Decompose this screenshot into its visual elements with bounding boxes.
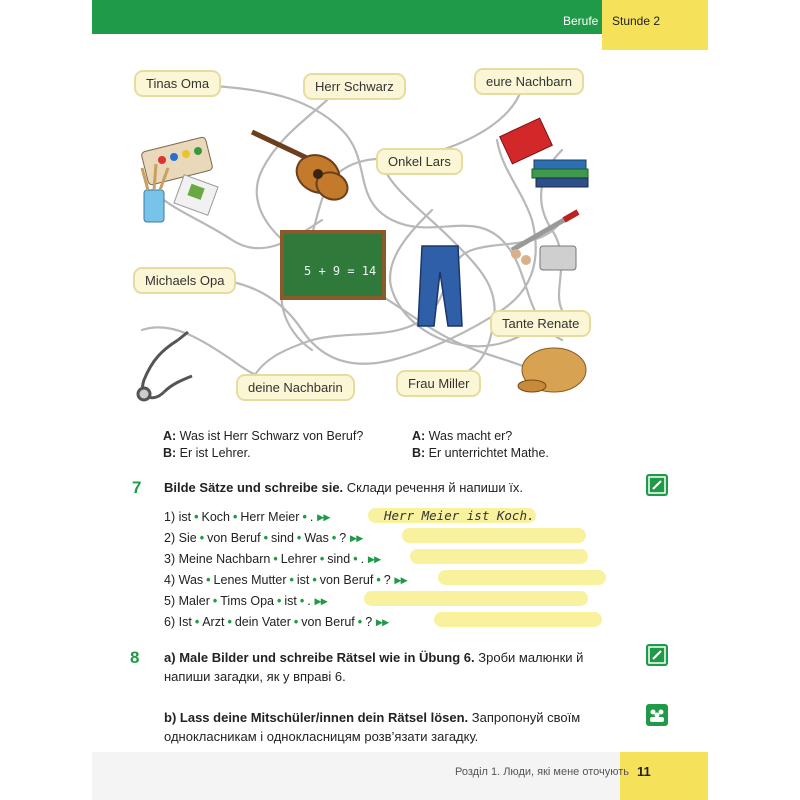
separator-dot: • xyxy=(194,615,200,629)
separator-dot: • xyxy=(199,531,205,545)
instruction-de: Bilde Sätze und schreibe sie. xyxy=(164,480,344,495)
task-word: Maler xyxy=(178,594,210,608)
task-number: 4) xyxy=(164,573,176,587)
separator-dot: • xyxy=(353,552,358,566)
exercise-8-number: 8 xyxy=(130,648,140,667)
task-number: 6) xyxy=(164,615,176,629)
header-bar xyxy=(92,0,602,34)
task-word: ist xyxy=(178,510,192,524)
group-icon xyxy=(646,704,668,726)
label-tinas-oma: Tinas Oma xyxy=(134,70,221,97)
exercise-7-instruction xyxy=(164,478,523,497)
dialog-right xyxy=(412,428,549,462)
speaker: A: xyxy=(163,429,177,443)
task-line xyxy=(164,529,363,547)
label-deine-nachbarin: deine Nachbarin xyxy=(236,374,355,401)
separator-dot: • xyxy=(376,573,381,587)
line: Was macht er? xyxy=(425,429,513,443)
page-number: 11 xyxy=(637,764,651,779)
label-michaels-opa: Michaels Opa xyxy=(133,267,236,294)
speaker: B: xyxy=(163,446,177,460)
task-line xyxy=(164,613,389,631)
line: Er unterrichtet Mathe. xyxy=(425,446,549,460)
separator-dot: • xyxy=(276,594,282,608)
task-number: 2) xyxy=(164,531,176,545)
task-word: Arzt xyxy=(202,615,225,629)
task-word: ? xyxy=(383,573,391,587)
separator-dot: • xyxy=(331,531,337,545)
arrow-icon: ▸▸ xyxy=(350,531,363,545)
task-word: . xyxy=(360,552,365,566)
board-text: 5 + 9 = 14 xyxy=(304,264,377,278)
speaker: A: xyxy=(412,429,426,443)
arrow-icon: ▸▸ xyxy=(376,615,389,629)
label-tante-renate: Tante Renate xyxy=(490,310,591,337)
task-line xyxy=(164,550,381,568)
label-frau-miller: Frau Miller xyxy=(396,370,481,397)
exercise-8b-uk: Запропонуй своїм однокласникам і однокласницям розв’язати загадку. xyxy=(164,710,581,744)
separator-dot: • xyxy=(227,615,232,629)
separator-dot: • xyxy=(357,615,363,629)
task-word: Was xyxy=(304,531,329,545)
guitar-icon xyxy=(252,132,352,205)
separator-dot: • xyxy=(319,552,325,566)
answer-highlight xyxy=(402,528,586,543)
task-word: . xyxy=(307,594,311,608)
task-word: ist xyxy=(284,594,297,608)
jeans-icon xyxy=(418,246,462,326)
topic-label: Berufe xyxy=(563,14,599,28)
exercise-8a-label: a) xyxy=(164,650,176,665)
task-number: 1) xyxy=(164,510,176,524)
task-word: . xyxy=(309,510,314,524)
exercise-8a-uk: Зроби малюнки й напиши загадки, як у вправі 6. xyxy=(164,650,584,684)
exercise-8b-de: Lass deine Mitschüler/innen dein Rätsel lösen. xyxy=(179,710,469,725)
task-line xyxy=(164,592,327,610)
task-word: Herr Meier xyxy=(240,510,300,524)
task-word: sind xyxy=(327,552,351,566)
line: Was ist Herr Schwarz von Beruf? xyxy=(176,429,364,443)
footer-page-tab xyxy=(620,752,708,800)
exercise-8a-de: Male Bilder und schreibe Rätsel wie in Übung 6. xyxy=(179,650,475,665)
arrow-icon: ▸▸ xyxy=(314,594,328,608)
task-word: Lenes Mutter xyxy=(213,573,287,587)
task-word: Koch xyxy=(201,510,230,524)
label-eure-nachbarn: eure Nachbarn xyxy=(474,68,584,95)
exercise-7-number: 7 xyxy=(132,478,142,497)
pencil-icon xyxy=(646,474,668,496)
separator-dot: • xyxy=(293,615,299,629)
books-icon xyxy=(500,118,588,187)
task-word: Sie xyxy=(178,531,197,545)
answer-highlight xyxy=(438,570,606,585)
label-onkel-lars: Onkel Lars xyxy=(376,148,463,175)
separator-dot: • xyxy=(299,594,305,608)
task-word: ist xyxy=(296,573,310,587)
separator-dot: • xyxy=(312,573,317,587)
task-word: von Beruf xyxy=(207,531,261,545)
stethoscope-icon xyxy=(138,332,192,400)
label-herr-schwarz: Herr Schwarz xyxy=(303,73,406,100)
task-number: 3) xyxy=(164,552,176,566)
task-line xyxy=(164,571,407,589)
exercise-8b-label: b) xyxy=(164,710,177,725)
example-answer: Herr Meier ist Koch. xyxy=(384,508,535,523)
task-word: Was xyxy=(178,573,204,587)
separator-dot: • xyxy=(263,531,268,545)
arrow-icon: ▸▸ xyxy=(368,552,381,566)
separator-dot: • xyxy=(212,594,218,608)
answer-highlight xyxy=(410,549,588,564)
task-word: dein Vater xyxy=(234,615,291,629)
task-word: Ist xyxy=(178,615,192,629)
task-number: 5) xyxy=(164,594,176,608)
task-line xyxy=(164,508,330,526)
answer-highlight xyxy=(364,591,588,606)
chapter-title: Розділ 1. Люди, які мене оточують xyxy=(455,766,629,778)
kitchen-icon xyxy=(511,212,578,270)
arrow-icon: ▸▸ xyxy=(317,510,330,524)
separator-dot: • xyxy=(302,510,307,524)
separator-dot: • xyxy=(194,510,199,524)
task-word: von Beruf xyxy=(301,615,355,629)
task-word: ? xyxy=(339,531,347,545)
separator-dot: • xyxy=(289,573,294,587)
task-word: sind xyxy=(270,531,294,545)
task-word: von Beruf xyxy=(319,573,374,587)
lesson-label: Stunde 2 xyxy=(612,14,661,28)
separator-dot: • xyxy=(273,552,278,566)
instruction-uk: Склади речення й напиши їх. xyxy=(343,480,523,495)
task-word: Tims Opa xyxy=(220,594,274,608)
task-word: Lehrer xyxy=(280,552,317,566)
task-word: Meine Nachbarn xyxy=(178,552,271,566)
task-word: ? xyxy=(365,615,373,629)
bread-icon xyxy=(518,348,586,392)
arrow-icon: ▸▸ xyxy=(394,573,408,587)
separator-dot: • xyxy=(233,510,238,524)
answer-highlight xyxy=(434,612,602,627)
exercise-8b-instruction xyxy=(164,708,626,746)
separator-dot: • xyxy=(206,573,211,587)
dialog-left xyxy=(163,428,363,462)
separator-dot: • xyxy=(296,531,302,545)
line: Er ist Lehrer. xyxy=(176,446,251,460)
pencil-icon xyxy=(646,644,668,666)
speaker: B: xyxy=(412,446,426,460)
exercise-8a-instruction xyxy=(164,648,626,686)
